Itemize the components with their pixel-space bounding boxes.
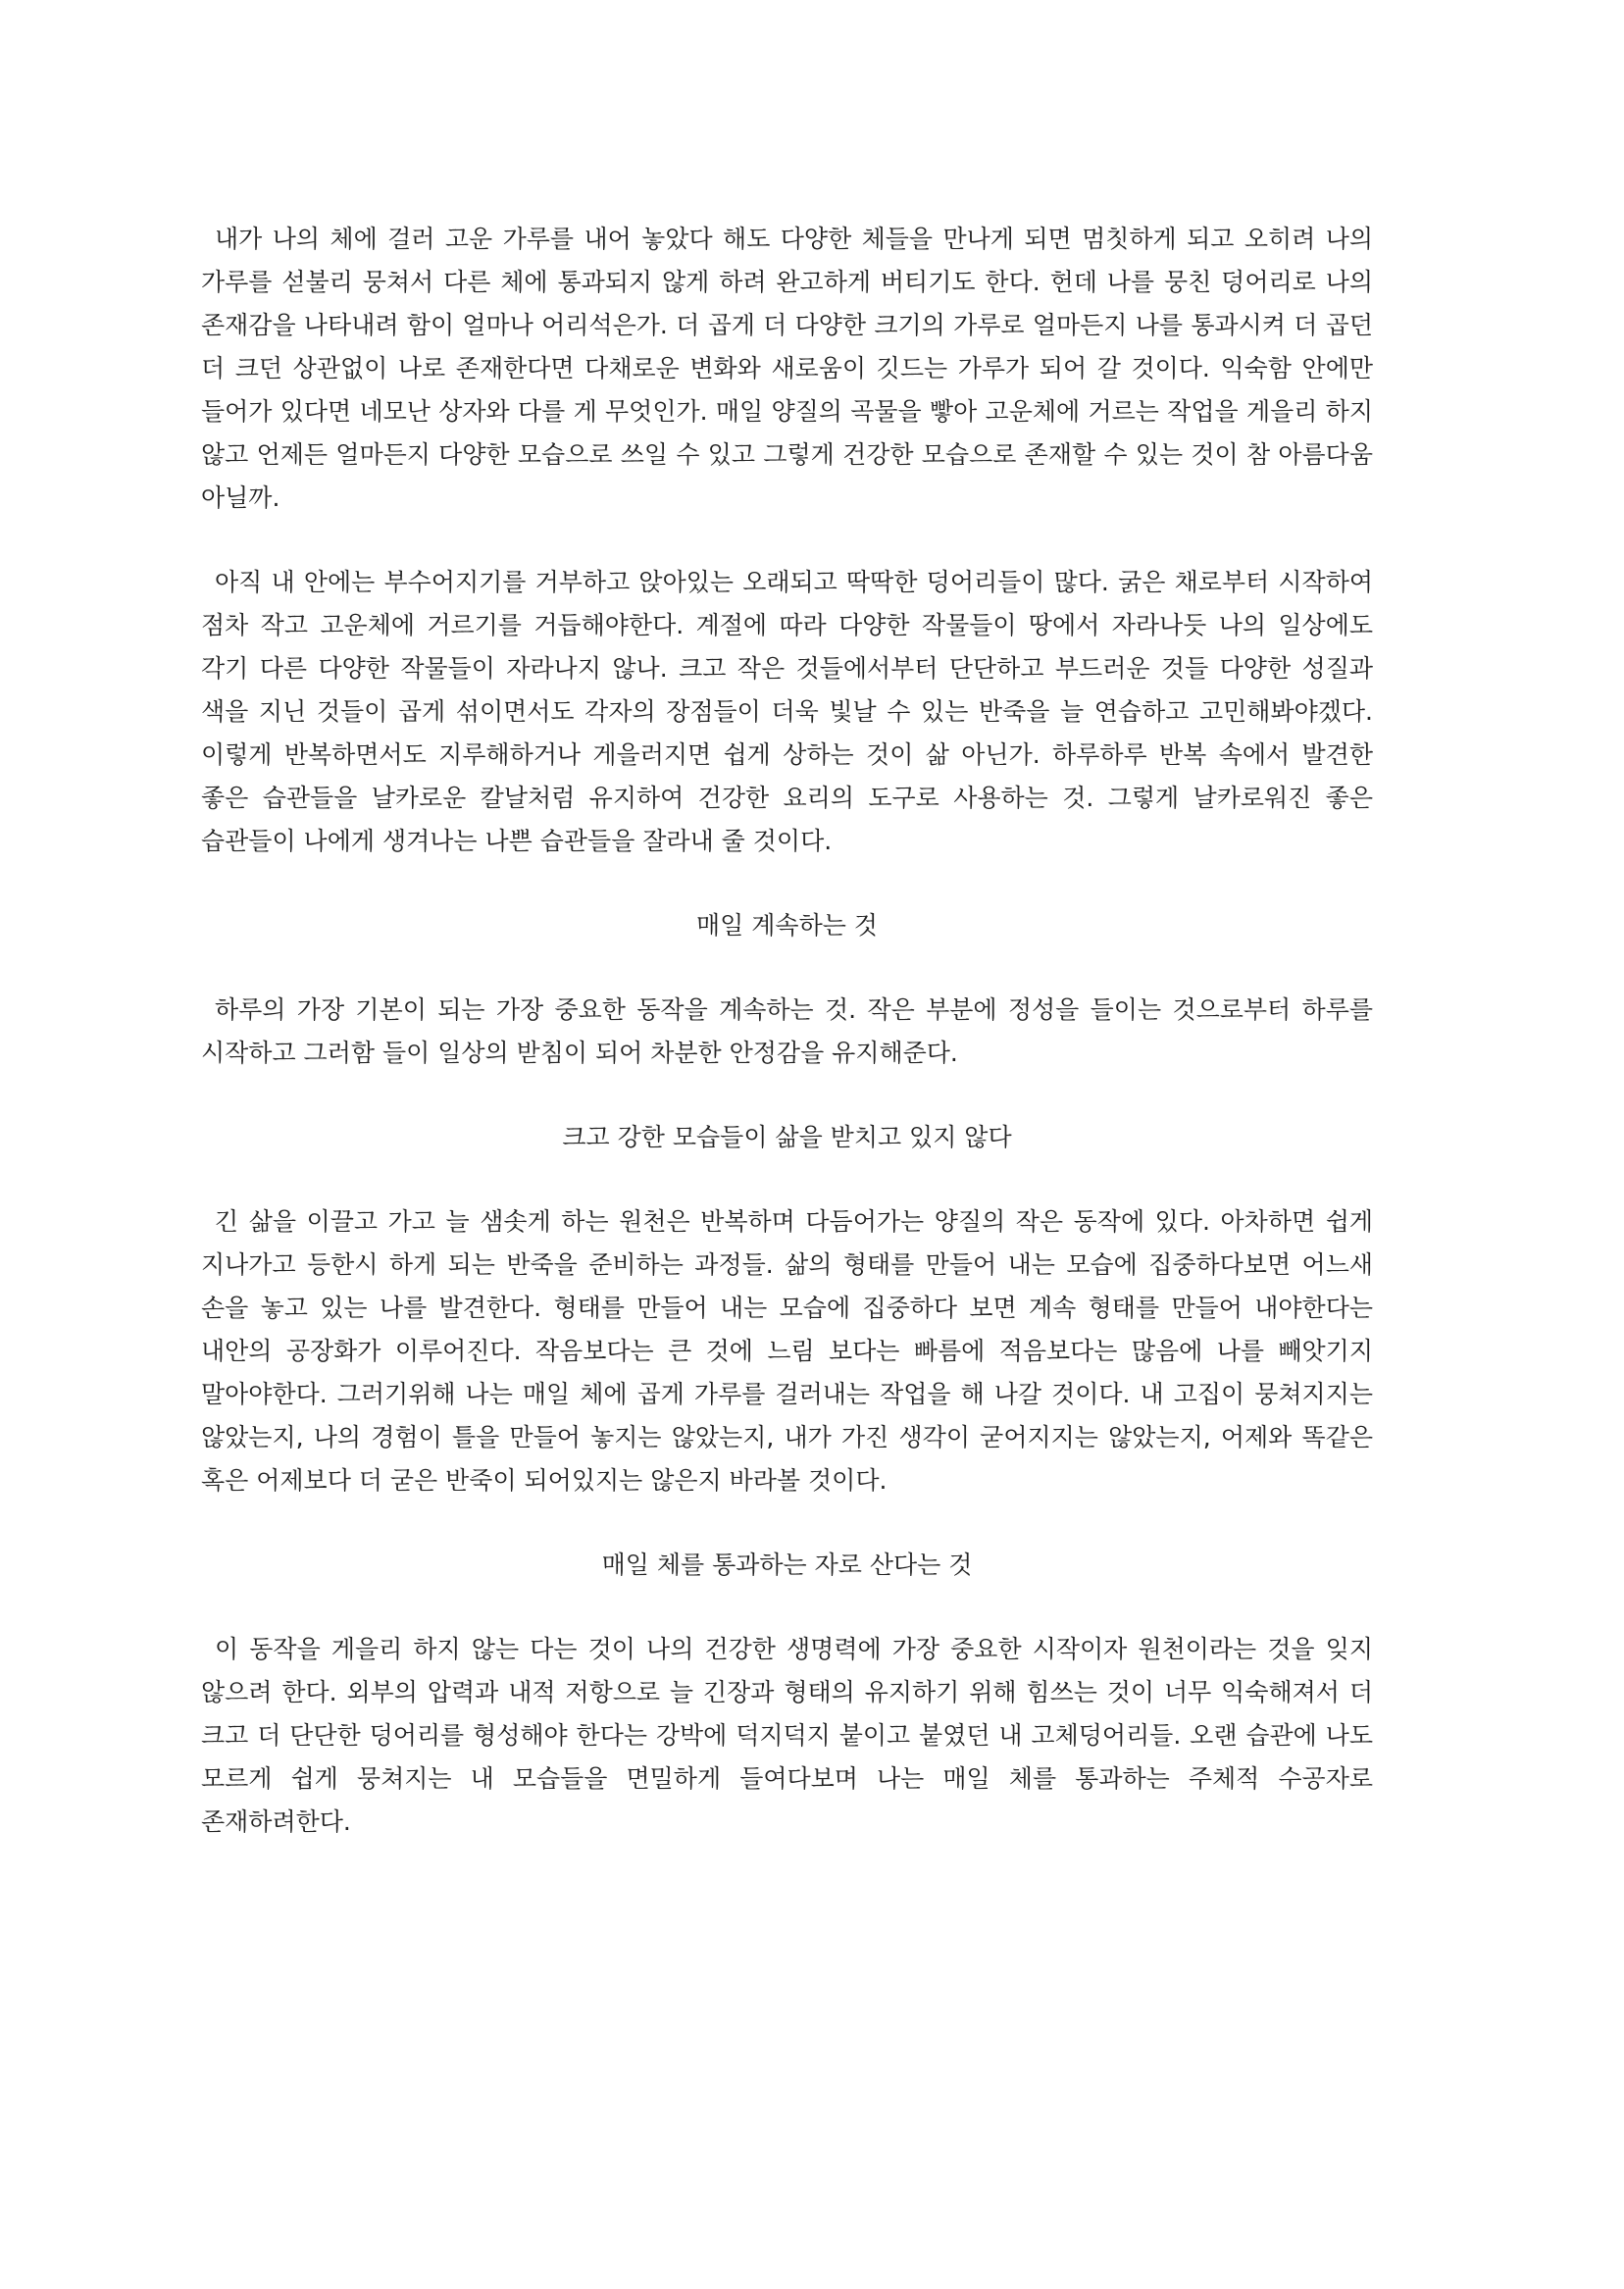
document-body xyxy=(201,218,1373,1844)
paragraph-spacer xyxy=(201,863,1373,904)
section-heading-pass-sieve: 매일 체를 통과하는 자로 산다는 것 xyxy=(601,1551,973,1579)
paragraph-not-lazy: 이 동작을 게을리 하지 않는 다는 것이 나의 건강한 생명력에 가장 중요한 시작이자 원천이라는 것을 잊지 않으려 한다. 외부의 압력과 내적 저항으로 늘 긴장과 형태의 유지하기 위해 힘쓰는 것이 너무 익숙해져서 더 크고 더 단단한 덩어리를 형성해야 한다는 강박에 덕지덕지 붙이고 붙였던 내 고체덩어리들. 오랜 습관에 나도 모르게 쉽게 뭉쳐지는 내 모습들을 면밀하게 들여다보며 나는 매일 체를 통과하는 주체적 수공자로 존재하려한다. xyxy=(201,1635,1373,1836)
paragraph-spacer xyxy=(201,1075,1373,1116)
paragraph-spacer xyxy=(201,947,1373,989)
paragraph-sieve-powder: 내가 나의 체에 걸러 고운 가루를 내어 놓았다 해도 다양한 체들을 만나게 되면 멈칫하게 되고 오히려 나의 가루를 섣불리 뭉쳐서 다른 체에 통과되지 않게 하려 완고하게 버티기도 한다. 헌데 나를 뭉친 덩어리로 나의 존재감을 나타내려 함이 얼마나 어리석은가. 더 곱게 더 다양한 크기의 가루로 얼마든지 나를 통과시켜 더 곱던 더 크던 상관없이 나로 존재한다면 다채로운 변화와 새로움이 깃드는 가루가 되어 갈 것이다. 익숙함 안에만 들어가 있다면 네모난 상자와 다를 게 무엇인가. 매일 양질의 곡물을 빻아 고운체에 거르는 작업을 게을리 하지 않고 언제든 얼마든지 다양한 모습으로 쓰일 수 있고 그렇게 건강한 모습으로 존재할 수 있는 것이 참 아름다움 아닐까. xyxy=(201,225,1373,512)
paragraph-spacer xyxy=(201,1502,1373,1544)
paragraph-spacer xyxy=(201,1587,1373,1628)
paragraph-spacer xyxy=(201,520,1373,561)
paragraph-hard-lumps: 아직 내 안에는 부수어지기를 거부하고 앉아있는 오래되고 딱딱한 덩어리들이 많다. 굵은 채로부터 시작하여 점차 작고 고운체에 거르기를 거듭해야한다. 계절에 따라 다양한 작물들이 땅에서 자라나듯 나의 일상에도 각기 다른 다양한 작물들이 자라나지 않나. 크고 작은 것들에서부터 단단하고 부드러운 것들 다양한 성질과 색을 지닌 것들이 곱게 섞이면서도 각자의 장점들이 더욱 빛날 수 있는 반죽을 늘 연습하고 고민해봐야겠다. 이렇게 반복하면서도 지루해하거나 게을러지면 쉽게 상하는 것이 삶 아닌가. 하루하루 반복 속에서 발견한 좋은 습관들을 날카로운 칼날처럼 유지하여 건강한 요리의 도구로 사용하는 것. 그렇게 날카로워진 좋은 습관들이 나에게 생겨나는 나쁜 습관들을 잘라내 줄 것이다. xyxy=(201,568,1373,855)
section-heading-daily-continuation: 매일 계속하는 것 xyxy=(696,911,878,940)
paragraph-long-life: 긴 삶을 이끌고 가고 늘 샘솟게 하는 원천은 반복하며 다듬어가는 양질의 작은 동작에 있다. 아차하면 쉽게 지나가고 등한시 하게 되는 반죽을 준비하는 과정들. 삶의 형태를 만들어 내는 모습에 집중하다보면 어느새 손을 놓고 있는 나를 발견한다. 형태를 만들어 내는 모습에 집중하다 보면 계속 형태를 만들어 내야한다는 내안의 공장화가 이루어진다. 작음보다는 큰 것에 느림 보다는 빠름에 적음보다는 많음에 나를 빼앗기지 말아야한다. 그러기위해 나는 매일 체에 곱게 가루를 걸러내는 작업을 해 나갈 것이다. 내 고집이 뭉쳐지지는 않았는지, 나의 경험이 틀을 만들어 놓지는 않았는지, 내가 가진 생각이 굳어지지는 않았는지, 어제와 똑같은 혹은 어제보다 더 굳은 반죽이 되어있지는 않은지 바라볼 것이다. xyxy=(201,1207,1373,1495)
paragraph-spacer xyxy=(201,1159,1373,1200)
paragraph-basic-motion: 하루의 가장 기본이 되는 가장 중요한 동작을 계속하는 것. 작은 부분에 정성을 들이는 것으로부터 하루를 시작하고 그러함 들이 일상의 받침이 되어 차분한 안정감을 유지해준다. xyxy=(201,995,1373,1067)
section-heading-big-strong: 크고 강한 모습들이 삶을 받치고 있지 않다 xyxy=(562,1123,1012,1151)
